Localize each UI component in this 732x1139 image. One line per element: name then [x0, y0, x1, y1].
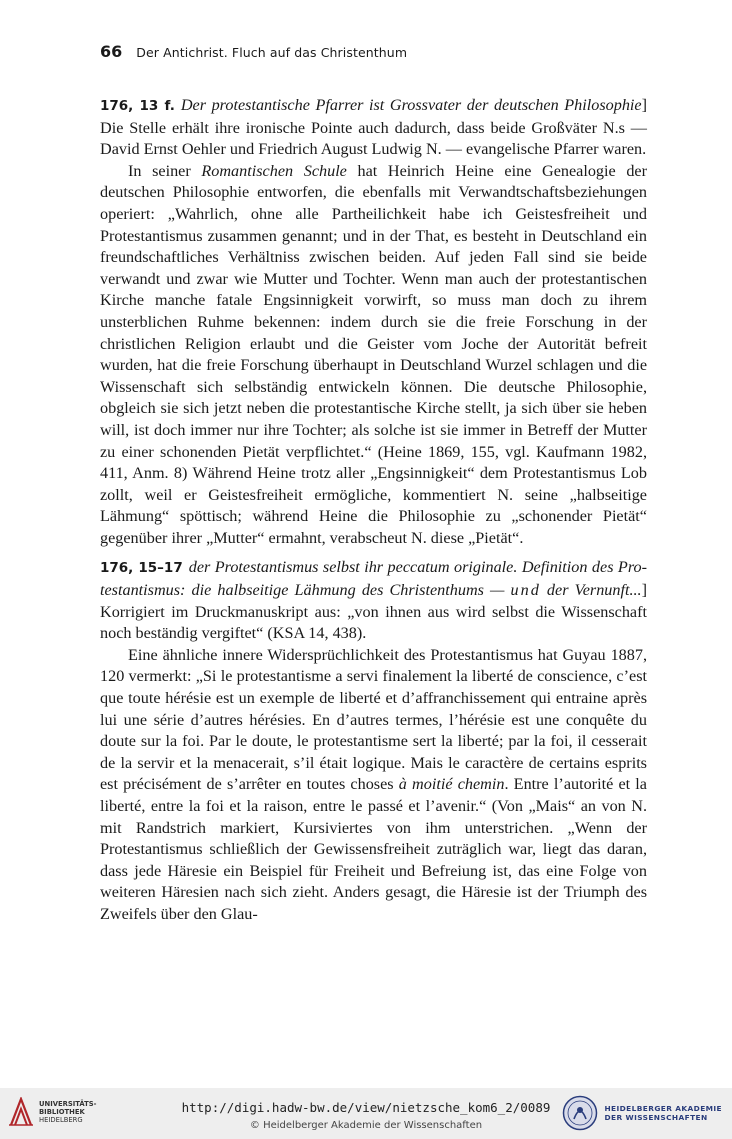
- lemma-bracket: ]: [641, 581, 647, 600]
- lemma-bracket: ]: [641, 96, 647, 114]
- emphasis: à moitié chemin: [398, 775, 505, 794]
- page-number: 66: [100, 42, 123, 61]
- lemma-spaced-word: und: [510, 581, 541, 600]
- library-logo-line: HEIDELBERG: [39, 1116, 83, 1124]
- academy-logo-line: DER WISSENSCHAFTEN: [604, 1113, 708, 1122]
- entry-text: In seiner: [128, 161, 202, 180]
- library-logo-line: UNIVERSITÄTS-: [39, 1100, 97, 1108]
- entry-text: . Entre l’autorité et la liberté, entre la foi et la raison, entre le passé et l’avenir.“ (Von „Mais“ an von N. mit Randstrich markiert, Kursiviertes von ihm unterstrichen. „Wenn der Protestantismus schließlich der Gewissensfreiheit zuträglich war, liegt das daran, dass jede Häresie ein Beispiel für Freiheit und Befreiung ist, das eine Folge von weiteren Häresien nach sich zieht. Anders gesagt, die Häresie ist der Triumph des Zweifels über den Glau-: [100, 775, 647, 923]
- permalink-url[interactable]: http://digi.hadw-bw.de/view/nietzsche_kom6_2/0089: [181, 1100, 551, 1115]
- copyright-notice: © Heidelberger Akademie der Wissenschaften: [249, 1120, 483, 1131]
- running-header: [100, 42, 642, 61]
- library-logo-line: BIBLIOTHEK: [39, 1108, 85, 1116]
- lemma: der Protestantismus selbst ihr peccatum originale. Definition des Protestantismus: die halbseitige Lähmung des Christenthums —: [100, 558, 647, 600]
- entry-paragraph: [100, 161, 647, 550]
- commentary-entry: [100, 95, 647, 549]
- entry-paragraph: [100, 95, 647, 161]
- running-title: Der Antichrist. Fluch auf das Christenthum: [136, 45, 408, 60]
- commentary-text: [100, 95, 647, 926]
- lemma-reference: 176, 15–17: [100, 560, 183, 577]
- academy-logo[interactable]: [562, 1093, 722, 1133]
- academy-logo-line: HEIDELBERGER AKADEMIE: [604, 1104, 722, 1113]
- entry-paragraph: [100, 645, 647, 926]
- entry-text: Korrigiert im Druckmanuskript aus: „von ihnen aus wird selbst die Wissenschaft noch beständig vergiftet“ (KSA 14, 438).: [100, 602, 647, 643]
- entry-paragraph: [100, 557, 647, 644]
- entry-text: hat Heinrich Heine eine Genealogie der deutschen Philosophie entworfen, die ebenfalls mit Verwandtschaftsbeziehungen operiert: „Wahrlich, ohne alle Partheilichkeit habe ich Geistesfreiheit und Protestantismus zusammen genannt; und in der That, es besteht in Deutschland ein freundschaftliches Verhältniss zwischen beiden. Auf jeden Fall sind sie beide verwandt und zwar wie Mutter und Tochter. Wenn man auch der protestantischen Kirche manche fatale Engsinnigkeit vorwirft, so muss man doch zu ihrem unsterblichen Ruhme bekennen: indem durch sie die freie Forschung in der christlichen Religion erlaubt und die Geister vom Joche der Autorität befreit wurden, hat die freie Forschung überhaupt in Deutschland Wurzel schlagen und die Wissenschaft sich selbständig entwickeln können. Die deutsche Philosophie, obgleich sie sich jetzt neben die protestantische Kirche stellt, ja sich über sie heben will, ist doch immer nur ihre Tochter; als solche ist sie immer in Betreff der Mutter zu einer schonenden Pietät verpflichtet.“ (Heine 1869, 155, vgl. Kaufmann 1982, 411, Anm. 8) Während Heine trotz aller „Engsinnigkeit“ dem Protestantismus Lob zollt, weil er Geistesfreiheit ermögliche, kommentiert N. seine „halbseitige Lähmung“ spöttisch; während Heine die Philosophie zu „schonender Pietät“ gegenüber ihrer „Mutter“ ermahnt, verabscheut N. diese „Pietät“.: [100, 161, 647, 547]
- academy-logo-text: [604, 1104, 722, 1122]
- lemma-reference: 176, 13 f.: [100, 98, 175, 114]
- lemma: Der protestantische Pfarrer ist Grossvater der deutschen Philosophie: [180, 96, 642, 114]
- entry-text: Eine ähnliche innere Widersprüchlichkeit des Protestantismus hat Guyau 1887, 120 vermerkt: „Si le protestantisme a servi finalement la liberté de conscience, c’est que toute hérésie est un exemple de liberté et d’affranchissement qui entraine après lui une série d’autres hérésies. En d’autres termes, l’hérésie est une conquête du doute sur la foi. Par le doute, le protestantisme sert la liberté; par la foi, il cesserait de la servir et la menacerait, s’il était logique. Mais le caractère de certains esprits est précisément de s’arrêter en toutes choses: [100, 645, 647, 794]
- digitization-footer: [0, 1088, 732, 1139]
- work-title: Romantischen Schule: [201, 161, 347, 180]
- lemma: der Vernunft...: [540, 581, 642, 600]
- commentary-entry: [100, 557, 647, 925]
- entry-text: Die Stelle erhält ihre ironische Pointe auch dadurch, dass beide Großväter N.s — David Ernst Oehler und Friedrich August Ludwig N. — evangelische Pfarrer waren.: [100, 118, 647, 159]
- academy-seal-icon: [562, 1095, 598, 1131]
